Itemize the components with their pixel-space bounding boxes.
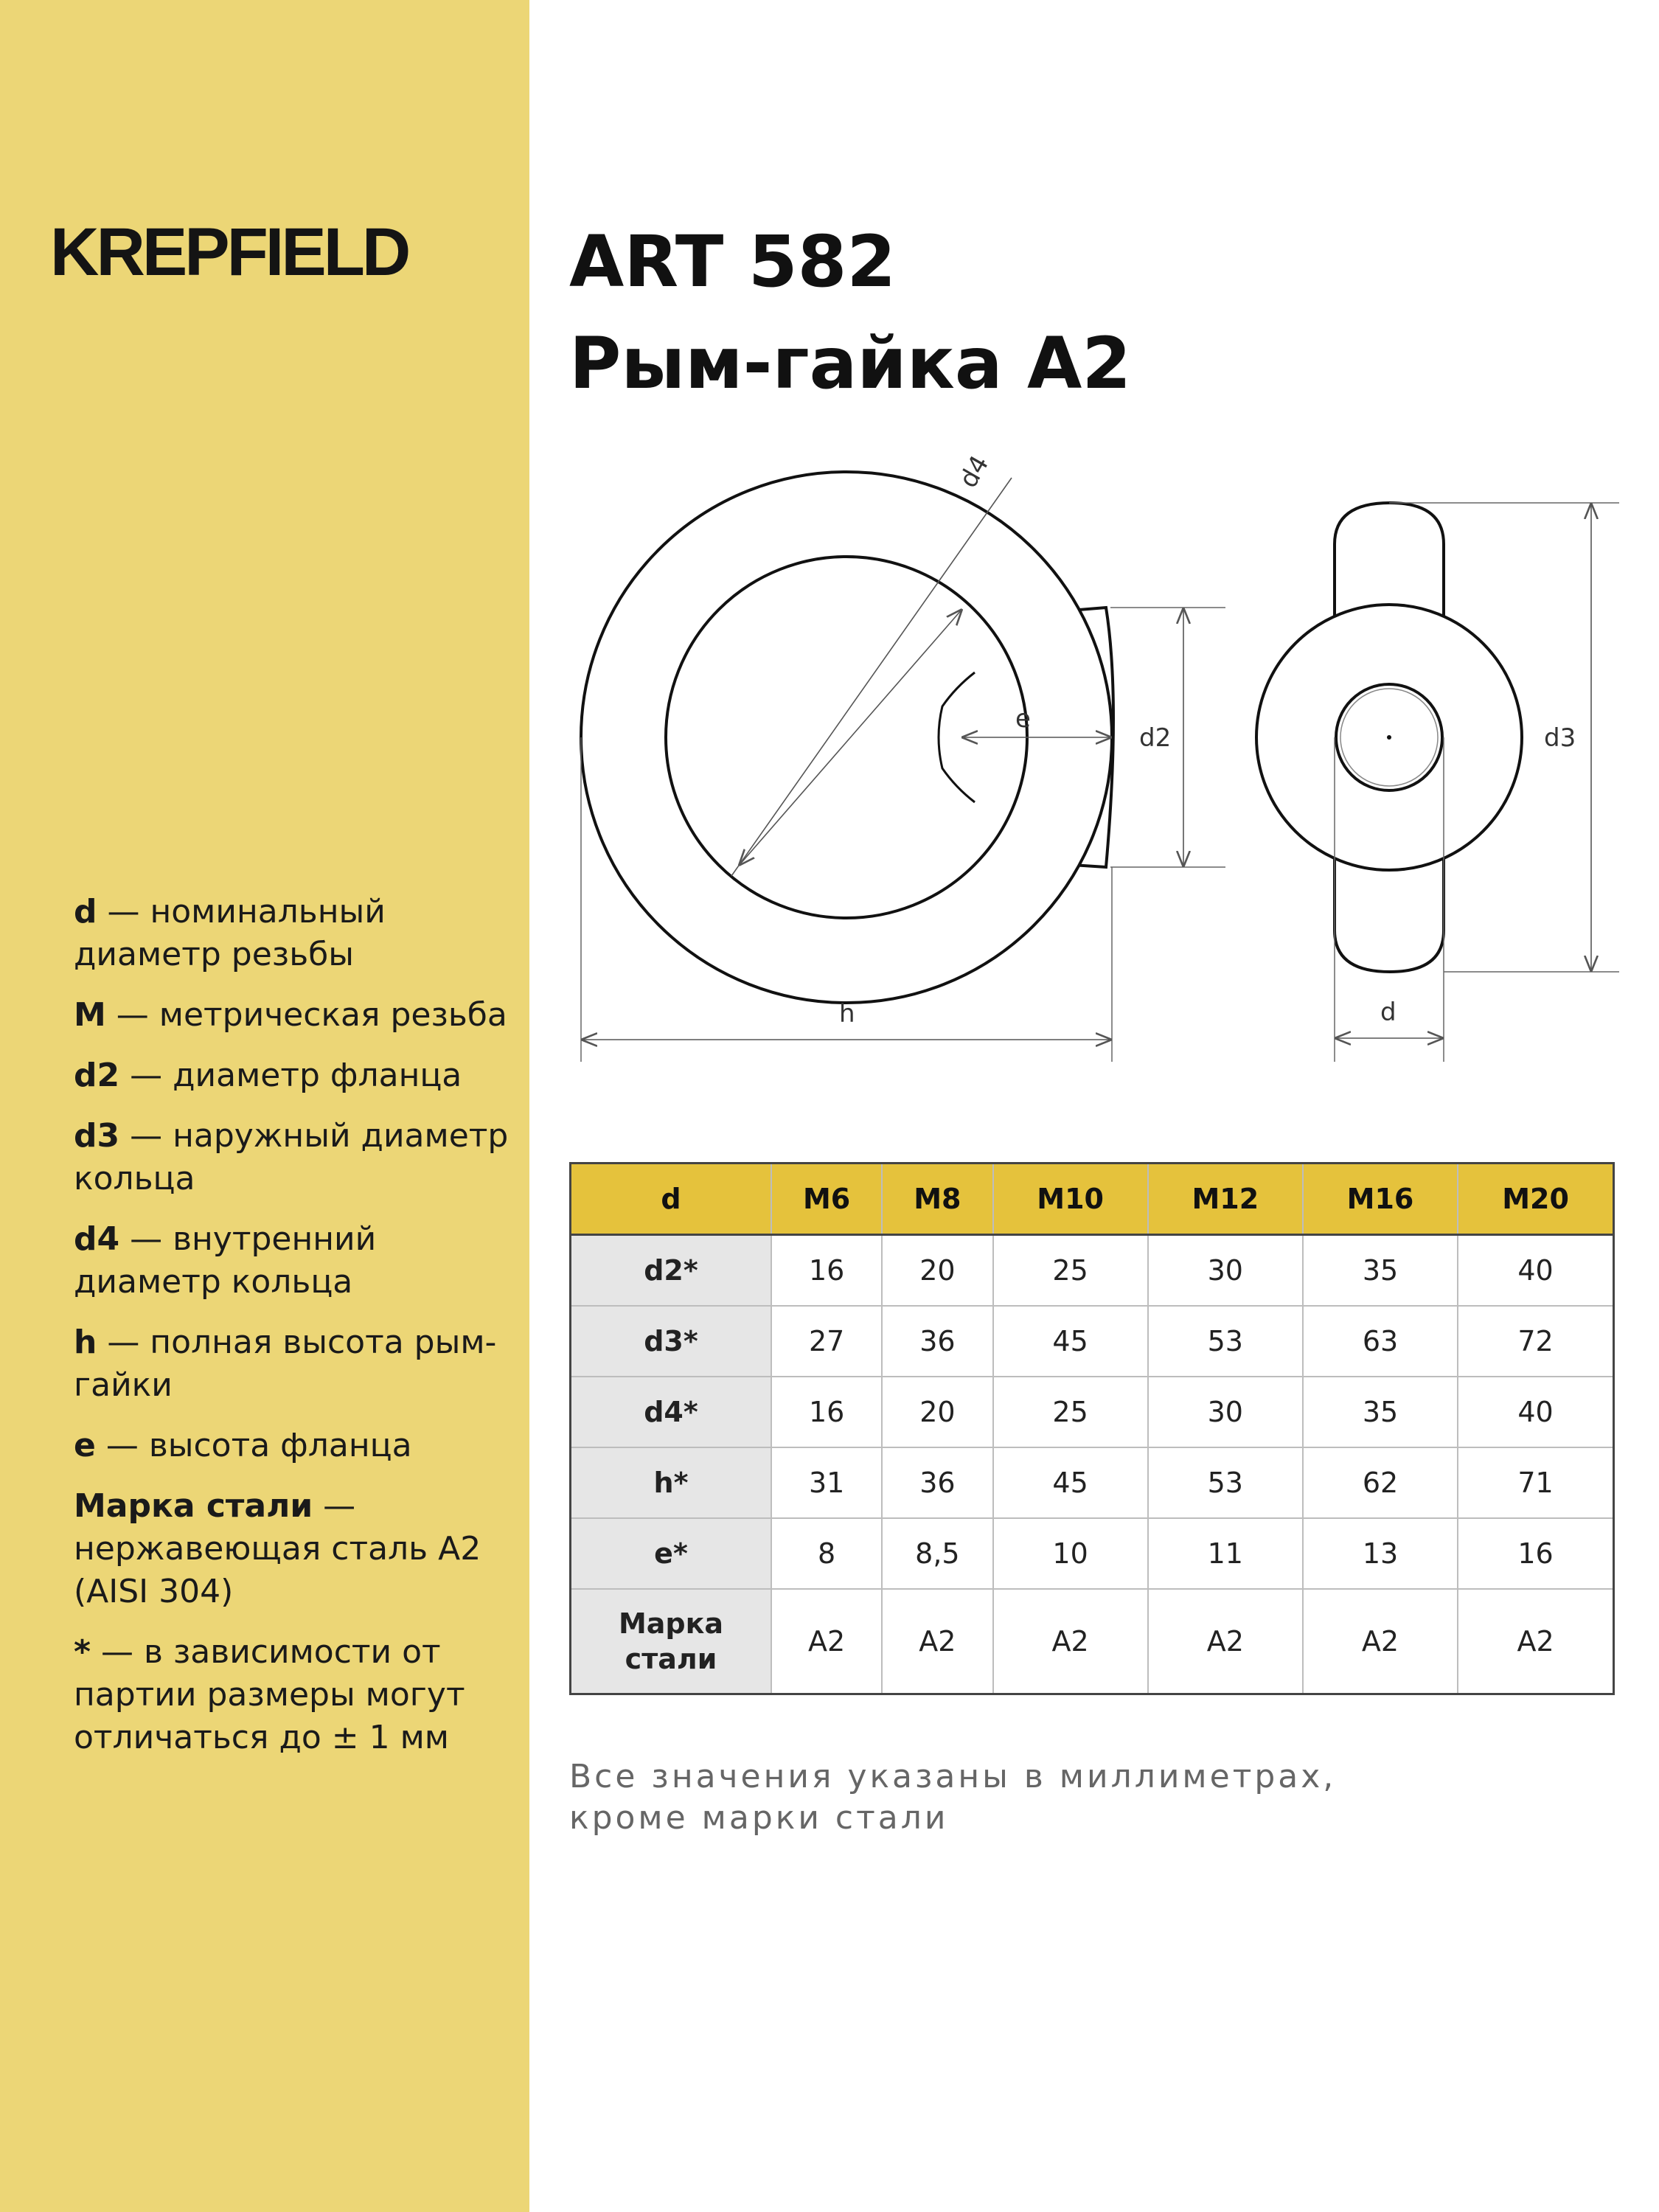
article-number: ART 582 [569,220,897,303]
legend-item: d3 — наружный диаметр кольца [74,1117,509,1197]
table-cell: 25 [993,1235,1148,1307]
table-row [571,1235,1614,1307]
table-cell: A2 [993,1589,1148,1694]
table-cell: 31 [771,1447,882,1518]
table-row [571,1518,1614,1589]
row-header: h* [571,1447,772,1518]
table-cell: 13 [1303,1518,1458,1589]
legend-item: M — метрическая резьба [74,996,507,1034]
table-cell: 62 [1303,1447,1458,1518]
table-cell: 53 [1148,1447,1303,1518]
column-header: M20 [1458,1164,1613,1235]
spec-table [569,1162,1615,1695]
table-cell: 35 [1303,1377,1458,1447]
row-header: d3* [571,1306,772,1377]
dim-label-d2: d2 [1139,723,1172,753]
legend-item: Марка стали — нержавеющая сталь A2 (AISI 304) [74,1487,481,1610]
table-header-row [571,1164,1614,1235]
table-cell: 40 [1458,1377,1613,1447]
table-cell: 71 [1458,1447,1613,1518]
column-header: M8 [882,1164,992,1235]
units-note: Все значения указаны в миллиметрах, кроме марки стали [569,1758,1337,1837]
sidebar [0,0,529,2212]
legend-item: d2 — диаметр фланца [74,1057,462,1094]
product-name: Рым-гайка A2 [569,322,1132,405]
table-row [571,1377,1614,1447]
table-row [571,1447,1614,1518]
table-corner: d [571,1164,772,1235]
table-cell: 16 [771,1377,882,1447]
table-cell: 40 [1458,1235,1613,1307]
table-cell: 8 [771,1518,882,1589]
dim-label-d3: d3 [1544,723,1576,753]
table-cell: 16 [1458,1518,1613,1589]
technical-drawing [560,442,1622,1091]
table-cell: 20 [882,1377,992,1447]
brand-logo: KREPFIELD [50,215,408,290]
row-header: e* [571,1518,772,1589]
legend-item: d — номинальный диаметр резьбы [74,893,386,973]
legend-item: h — полная высота рым-гайки [74,1324,497,1404]
table-cell: A2 [882,1589,992,1694]
table-cell: 8,5 [882,1518,992,1589]
table-cell: 36 [882,1306,992,1377]
table-cell: 45 [993,1306,1148,1377]
legend-item: d4 — внутренний диаметр кольца [74,1220,377,1301]
legend-item: e — высота фланца [74,1427,412,1464]
dim-label-e: e [1015,704,1031,734]
table-row [571,1589,1614,1694]
table-cell: A2 [771,1589,882,1694]
table-cell: 11 [1148,1518,1303,1589]
column-header: M12 [1148,1164,1303,1235]
legend-item: * — в зависимости от партии размеры могут отличаться до ± 1 мм [74,1633,465,1756]
row-header: d4* [571,1377,772,1447]
dim-label-h: h [839,999,855,1029]
front-view [581,451,1225,1062]
table-cell: 10 [993,1518,1148,1589]
dim-label-d: d [1380,998,1397,1027]
table-cell: 25 [993,1377,1148,1447]
side-view [1256,503,1619,1062]
column-header: M10 [993,1164,1148,1235]
row-header: Марка стали [571,1589,772,1694]
table-cell: 36 [882,1447,992,1518]
dim-label-d4: d4 [953,451,995,493]
table-cell: 30 [1148,1377,1303,1447]
table-cell: 63 [1303,1306,1458,1377]
table-cell: 27 [771,1306,882,1377]
table-row [571,1306,1614,1377]
page-title [569,211,1131,414]
row-header: d2* [571,1235,772,1307]
table-cell: 72 [1458,1306,1613,1377]
table-cell: 30 [1148,1235,1303,1307]
column-header: M6 [771,1164,882,1235]
table-cell: 16 [771,1235,882,1307]
table-cell: 45 [993,1447,1148,1518]
table-cell: 20 [882,1235,992,1307]
table-cell: 35 [1303,1235,1458,1307]
column-header: M16 [1303,1164,1458,1235]
table-cell: A2 [1303,1589,1458,1694]
table-cell: A2 [1458,1589,1613,1694]
legend [74,891,516,1777]
table-cell: A2 [1148,1589,1303,1694]
table-cell: 53 [1148,1306,1303,1377]
